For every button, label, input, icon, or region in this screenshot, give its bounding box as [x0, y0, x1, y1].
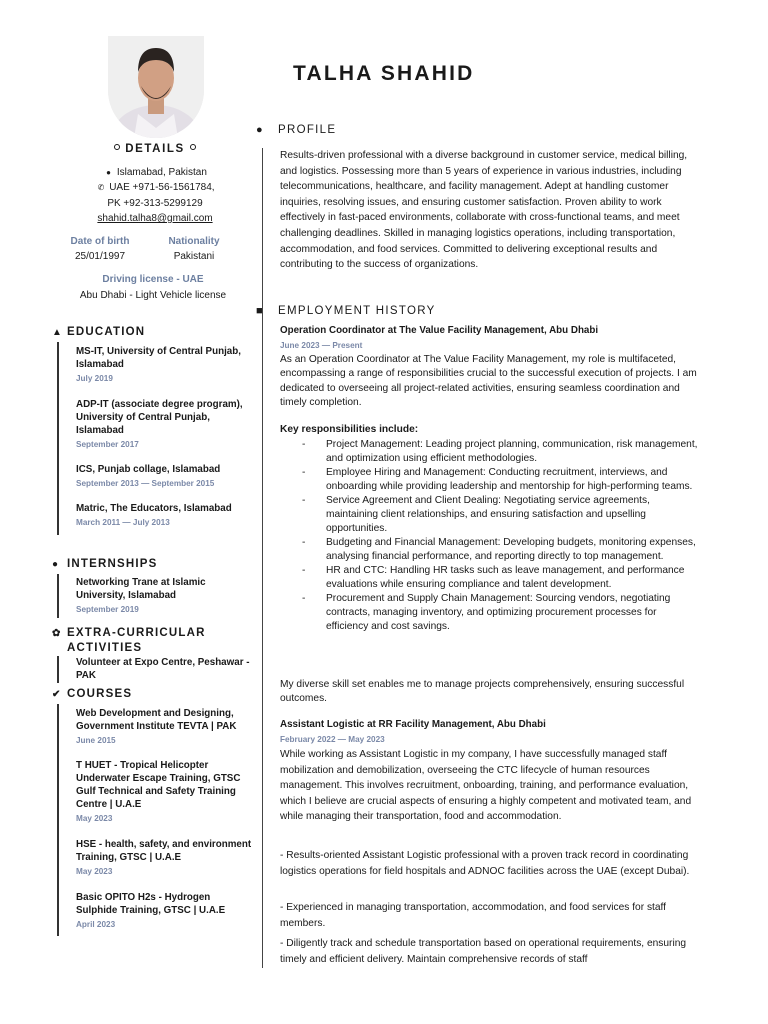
job-description: As an Operation Coordinator at The Value Facility Management, my role is multifaceted, encompassing a range of responsibilities crucial to the successful execution of projects. I am dedicated to overseeing all project-related activities, ensuring seamless coordination and timely completion. — [280, 354, 697, 409]
education-heading: ▲ EDUCATION — [52, 326, 146, 338]
internships-heading: ● INTERNSHIPS — [52, 558, 158, 570]
profile-heading: ● PROFILE — [256, 124, 337, 136]
phone-icon: ✆ — [97, 183, 105, 192]
license-label: Driving license - UAE — [102, 274, 204, 285]
education-item: ICS, Punjab collage, Islamabad September 2013 — September 2015 — [76, 464, 221, 488]
education-item: MS-IT, University of Central Punjab, Islamabad July 2019 — [76, 346, 241, 383]
circle-icon — [114, 144, 120, 150]
sprout-icon: ✿ — [52, 628, 61, 639]
internship-item: Networking Trane at Islamic University, Islamabad September 2019 — [76, 577, 206, 614]
job-title: Assistant Logistic at RR Facility Management, Abu Dhabi — [280, 719, 546, 730]
phone-pk: PK +92-313-5299129 — [107, 198, 203, 209]
section-bar — [57, 656, 59, 683]
nationality-label: Nationality — [168, 236, 220, 247]
column-divider — [262, 148, 263, 968]
dob-value: 25/01/1997 — [74, 251, 126, 262]
employment-heading: ■ EMPLOYMENT HISTORY — [256, 305, 436, 317]
job-bullet: - Diligently track and schedule transportation based on operational requirements, ensuring timely and efficient delivery. Maintain comprehensive records of staff — [280, 938, 687, 965]
briefcase-icon: ■ — [256, 305, 263, 317]
details-heading: DETAILS — [60, 143, 250, 155]
circle-icon — [190, 144, 196, 150]
person-icon: ● — [256, 124, 263, 136]
badge-check-icon: ✔ — [52, 689, 61, 700]
course-item: T HUET - Tropical Helicopter Underwater Escape Training, GTSC Gulf Technical and Safety Training Centre | U.A.E May 2023 — [76, 760, 241, 823]
map-pin-icon: ● — [106, 168, 111, 177]
page-title: TALHA SHAHID — [293, 62, 475, 85]
responsibilities: Key responsibilities include: - Project Management: Leading project planning, communication, risk management, and optimization using efficient methodologies. - Employee Hiring and Management: Conducting recruitment, interviews, and onboarding while providing leadership and mentorship for high-performing teams. - Service Agreement and Client Dealing: Negotiating service agreements, maintaining client relationships, and ensuring satisfaction and upselling opportunities. - Budgeting and Financial Management: Developing budgets, monitoring expenses, analysing financial performance, and reporting directly to top management. - HR and CTC: Handling HR tasks such as leave management, and performance evaluations while ensuring compliance and talent development. - Procurement and Supply Chain Management: Sourcing vendors, negotiating contracts, managing inventory, and optimizing procurement processes for efficiency and cost savings. — [280, 423, 700, 634]
users-icon: ● — [52, 559, 59, 570]
list-item: - HR and CTC: Handling HR tasks such as leave management, and performance evaluations while ensuring compliance and talent development. — [302, 564, 700, 592]
location: ● Islamabad, Pakistan — [40, 166, 270, 180]
job-date: February 2022 — May 2023 — [280, 735, 385, 744]
job-date: June 2023 — Present — [280, 341, 363, 350]
job-bullet: - Results-oriented Assistant Logistic professional with a proven track record in coordinating logistics operations for field hospitals and ADNOC facilities across the UAE (except Dubai). — [280, 850, 690, 877]
list-item: - Service Agreement and Client Dealing: Negotiating service agreements, maintaining client relationships, and ensuring satisfaction and upselling opportunities. — [302, 494, 700, 536]
course-item: HSE - health, safety, and environment Training, GTSC | U.A.E May 2023 — [76, 839, 252, 876]
course-item: Web Development and Designing, Government Institute TEVTA | PAK June 2015 — [76, 708, 237, 745]
job-summary: My diverse skill set enables me to manage projects comprehensively, ensuring successful outcomes. — [280, 679, 685, 705]
list-item: - Employee Hiring and Management: Conducting recruitment, interviews, and onboarding while providing leadership and mentorship for high-performing teams. — [302, 466, 700, 494]
job-title: Operation Coordinator at The Value Facility Management, Abu Dhabi — [280, 325, 599, 336]
list-item: - Procurement and Supply Chain Management: Sourcing vendors, negotiating contracts, managing inventory, and optimizing procurement processes for efficiency and cost savings. — [302, 592, 700, 634]
phone-uae: ✆ UAE +971-56-1561784, — [40, 181, 270, 195]
section-bar — [57, 342, 59, 535]
profile-summary: Results-driven professional with a diverse background in customer service, medical billing, and logistics. Possessing more than 5 years of experience in various industries, including telecommunications, healthcare, and facility management. Adept at handling customer inquiries, resolving issues, and ensuring customer satisfaction. Proven ability to work effectively in fast-paced environments, collaborate with cross-functional teams, and meet challenging deadlines. Skilled in managing logistics operations, including transportation, accommodation, and food services. Committed to delivering exceptional results and contributing to the success of organizations. — [280, 150, 688, 271]
profile-photo — [108, 36, 204, 138]
email-link[interactable]: shahid.talha8@gmail.com — [97, 213, 213, 224]
list-item: - Budgeting and Financial Management: Developing budgets, monitoring expenses, analysing financial performance, and reporting directly to top management. — [302, 536, 700, 564]
nationality-value: Pakistani — [173, 251, 215, 262]
extra-curricular-item: Volunteer at Expo Centre, Peshawar - PAK — [76, 657, 250, 681]
job-description: While working as Assistant Logistic in my company, I have successfully managed staff mobilization and demobilization, overseeing the CTC lifecycle of human resources management. This involves recruitment, onboarding, training, and performance evaluation, which I believe are crucial aspects of ensuring a highly competent and motivated team, and while managing their transportation, food and accommodation. — [280, 749, 692, 823]
education-item: ADP-IT (associate degree program), University of Central Punjab, Islamabad September 2017 — [76, 399, 243, 449]
responsibility-list — [302, 438, 700, 634]
license-value: Abu Dhabi - Light Vehicle license — [79, 290, 227, 301]
courses-heading: ✔ COURSES — [52, 688, 133, 700]
course-item: Basic OPITO H2s - Hydrogen Sulphide Training, GTSC | U.A.E April 2023 — [76, 892, 226, 929]
job-bullet: - Experienced in managing transportation, accommodation, and food services for staff members. — [280, 902, 667, 929]
education-item: Matric, The Educators, Islamabad March 2011 — July 2013 — [76, 503, 232, 527]
avatar — [108, 36, 204, 138]
section-bar — [57, 574, 59, 618]
dob-label: Date of birth — [70, 236, 130, 247]
graduation-cap-icon: ▲ — [52, 327, 62, 338]
section-bar — [57, 704, 59, 936]
extra-curricular-heading: ✿ EXTRA-CURRICULAR ACTIVITIES — [52, 627, 206, 654]
list-item: - Project Management: Leading project planning, communication, risk management, and optimization using efficient methodologies. — [302, 438, 700, 466]
